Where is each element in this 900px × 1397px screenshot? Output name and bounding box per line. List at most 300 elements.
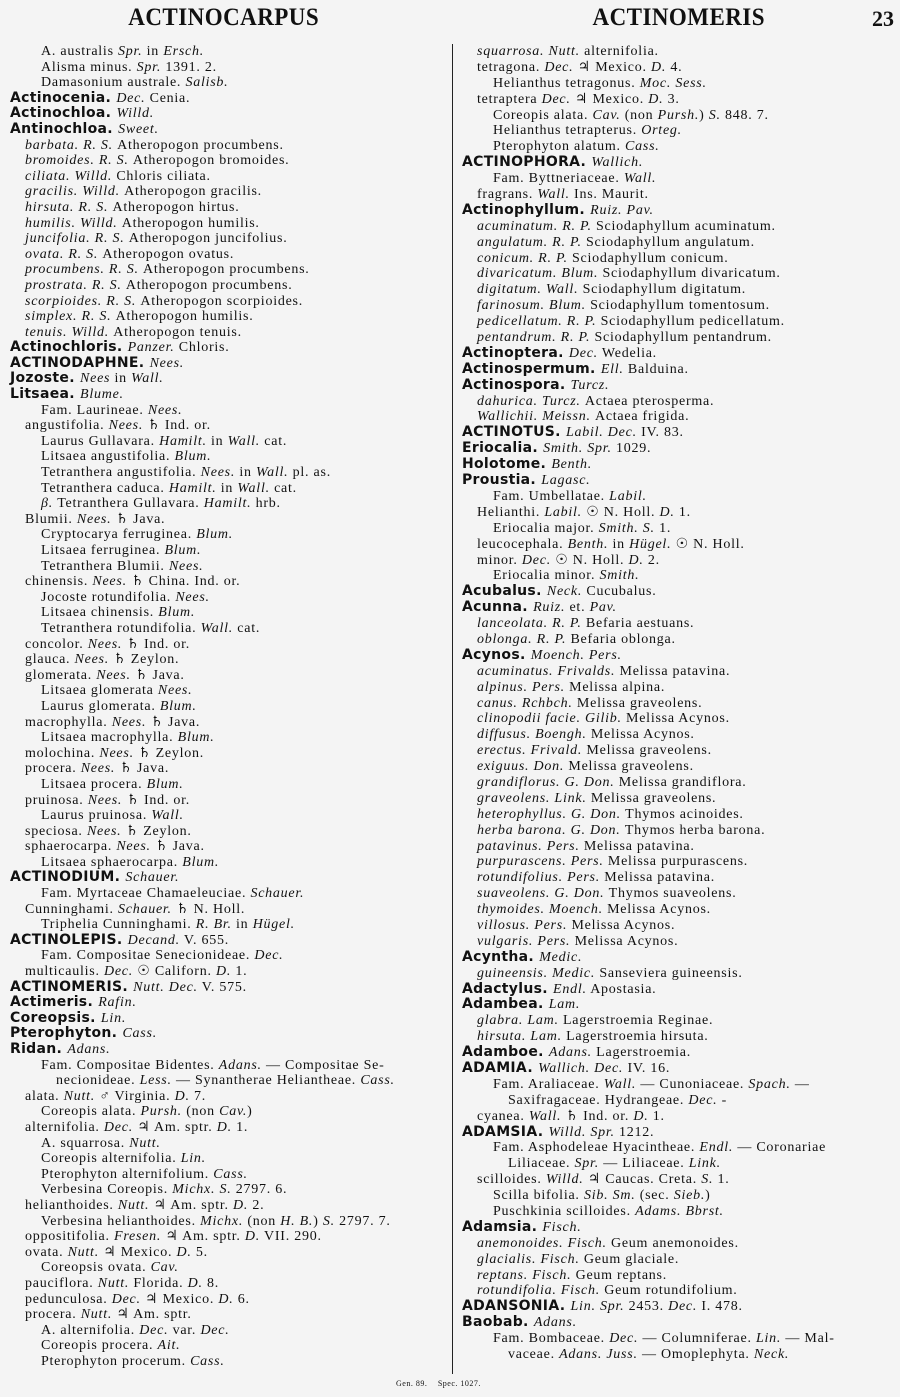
italic-text: Schauer. bbox=[117, 901, 172, 917]
genus-entry bbox=[462, 982, 892, 998]
entry-text: Sciodaphyllum acuminatum. bbox=[596, 218, 776, 234]
italic-text: Wall. bbox=[623, 171, 657, 187]
synonym-entry bbox=[10, 75, 450, 91]
entry-text: Blumii. bbox=[25, 511, 77, 527]
entry-text: Actaea pterosperma. bbox=[584, 393, 715, 409]
italic-text: Nees. bbox=[92, 574, 127, 590]
genus-entry bbox=[10, 1011, 450, 1027]
italic-text: Rafin. bbox=[98, 995, 137, 1011]
italic-text: Blum. bbox=[146, 776, 184, 792]
entry-text: Atheropogon tenuis. bbox=[113, 324, 242, 340]
synonym-entry bbox=[10, 434, 450, 450]
entry-text: Atheropogon procumbens. bbox=[117, 137, 284, 153]
italic-text: S. bbox=[322, 1213, 335, 1229]
entry-text: 1029. bbox=[611, 441, 652, 457]
entry-text: in bbox=[216, 480, 238, 496]
entry-text: ♃ Am. sptr. bbox=[161, 1229, 245, 1245]
species-entry bbox=[462, 680, 892, 696]
italic-text: Spach. bbox=[748, 1076, 791, 1092]
entry-text: Litsaea ferruginea. bbox=[41, 543, 165, 558]
entry-text: Fam. Compositae Senecionideae. bbox=[41, 948, 255, 964]
entry-text: Helianthus tetragonus. bbox=[493, 75, 640, 91]
italic-text: Ruiz. bbox=[533, 600, 566, 616]
entry-text: Litsaea sphaerocarpa. bbox=[41, 854, 183, 870]
entry-text: necionideae. bbox=[56, 1073, 140, 1089]
entry-text: Atheropogon humilis. bbox=[115, 309, 254, 325]
italic-text: Nees. bbox=[74, 652, 109, 668]
genus-entry bbox=[10, 933, 450, 949]
entry-text: ♄ Ind. or. bbox=[143, 418, 211, 434]
entry-text: ♄ Zeylon. bbox=[109, 652, 180, 668]
italic-text: pedicellatum. R. P. bbox=[477, 314, 601, 330]
entry-text: ovata. bbox=[25, 1244, 68, 1260]
italic-text: bromoides. R. S. bbox=[25, 153, 133, 169]
genus-name: Ridan. bbox=[10, 1041, 68, 1057]
italic-text: Dec. bbox=[521, 552, 551, 568]
italic-text: Nees. bbox=[108, 418, 144, 434]
italic-text: Nees. bbox=[175, 589, 210, 605]
species-entry bbox=[462, 854, 892, 870]
entry-text: Atheropogon bromoides. bbox=[132, 153, 290, 169]
entry-text: macrophylla. bbox=[25, 714, 112, 730]
italic-text: Blum. bbox=[196, 527, 234, 543]
entry-text: ♃ Caucas. Creta. bbox=[583, 1172, 702, 1188]
synonym-entry bbox=[462, 1077, 892, 1093]
entry-text: A. alternifolia. bbox=[41, 1322, 140, 1338]
italic-text: Nutt. bbox=[129, 1135, 161, 1151]
entry-text: Thymos acinoides. bbox=[625, 806, 744, 822]
entry-text: (non bbox=[181, 1104, 220, 1120]
entry-text: 5. bbox=[191, 1244, 208, 1260]
synonym-entry bbox=[462, 1140, 892, 1156]
italic-text: Dec. bbox=[609, 1331, 639, 1347]
species-entry bbox=[462, 696, 892, 712]
species-entry bbox=[10, 839, 450, 855]
entry-text: ♄ Ind. or. bbox=[561, 1108, 634, 1124]
entry-text: helianthoides. bbox=[25, 1197, 118, 1213]
synonym-entry bbox=[10, 808, 450, 824]
entry-text: hrb. bbox=[251, 496, 281, 512]
italic-text: heterophyllus. G. Don. bbox=[477, 806, 626, 822]
entry-text: pauciflora. bbox=[25, 1275, 98, 1291]
genus-name: Actinospora. bbox=[462, 376, 571, 393]
italic-text: Schauer. bbox=[125, 870, 180, 886]
italic-text: D. bbox=[216, 1119, 232, 1135]
entry-text: ♄ Java. bbox=[146, 714, 201, 730]
entry-text: Balduina. bbox=[623, 361, 689, 377]
synonym-entry bbox=[10, 855, 450, 871]
entry-text: Lagerstroemia Reginae. bbox=[562, 1013, 714, 1029]
species-entry bbox=[462, 537, 892, 553]
entry-text: Damasonium australe. bbox=[41, 75, 186, 91]
italic-text: Labil. bbox=[544, 504, 582, 520]
italic-text: angulatum. R. P. bbox=[477, 234, 586, 250]
italic-text: erectus. Frivald. bbox=[477, 743, 587, 759]
entry-text: pruinosa. bbox=[25, 792, 88, 808]
italic-text: Nees. bbox=[111, 714, 147, 730]
italic-text: juncifolia. R. S. bbox=[25, 231, 129, 247]
footer-gen: Gen. 89. bbox=[396, 1379, 428, 1388]
entry-text: ♃ Am. sptr. bbox=[112, 1307, 192, 1323]
italic-text: oblonga. R. P. bbox=[477, 631, 571, 647]
synonym-entry bbox=[10, 496, 450, 512]
entry-text: ) bbox=[247, 1104, 253, 1120]
entry-text: 1. bbox=[713, 1172, 730, 1188]
italic-text: Panzer. bbox=[127, 340, 175, 356]
synonym-entry bbox=[10, 590, 450, 606]
entry-text: ♄ Zeylon. bbox=[121, 823, 192, 839]
species-entry bbox=[10, 200, 450, 216]
italic-text: Cass. bbox=[360, 1073, 395, 1089]
genus-name: Acunna. bbox=[462, 599, 534, 616]
italic-text: Nutt. Dec. bbox=[133, 979, 198, 995]
synonym-entry bbox=[10, 1260, 450, 1276]
italic-text: Spr. bbox=[574, 1156, 599, 1172]
entry-text: 1. bbox=[231, 1119, 249, 1135]
species-entry bbox=[462, 664, 892, 680]
italic-text: dahurica. Turcz. bbox=[477, 393, 585, 409]
italic-text: Lin. bbox=[100, 1010, 127, 1026]
entry-text: Laurus pruinosa. bbox=[41, 808, 152, 824]
italic-text: Labil. bbox=[609, 488, 647, 504]
entry-text: Geum anemonoides. bbox=[610, 1235, 739, 1251]
entry-text: ♄ China. Ind. or. bbox=[126, 574, 241, 590]
entry-text: Puschkinia scilloides. bbox=[493, 1204, 636, 1220]
entry-text: Helianthus tetrapterus. bbox=[493, 123, 642, 139]
entry-text: V. 655. bbox=[179, 932, 229, 948]
genus-name: Antinochloa. bbox=[10, 120, 119, 137]
species-entry bbox=[462, 791, 892, 807]
species-entry bbox=[462, 1172, 892, 1188]
italic-text: Blum. bbox=[174, 449, 212, 465]
italic-text: Nees. bbox=[200, 465, 236, 481]
entry-text: Pterophyton alternifolium. bbox=[41, 1166, 214, 1182]
italic-text: Nutt. bbox=[117, 1197, 150, 1213]
synonym-entry bbox=[10, 1058, 450, 1074]
entry-text: Sciodaphyllum tomentosum. bbox=[590, 298, 770, 314]
genus-name: ADANSONIA. bbox=[462, 1298, 571, 1315]
synonym-entry bbox=[10, 60, 450, 76]
species-entry bbox=[462, 632, 892, 648]
entry-text: I. 478. bbox=[697, 1299, 743, 1315]
synonym-entry bbox=[10, 1182, 450, 1198]
italic-text: anemonoides. Fisch. bbox=[477, 1235, 611, 1251]
genus-entry bbox=[462, 997, 892, 1013]
italic-text: Medic. bbox=[539, 949, 583, 965]
italic-text: D. bbox=[176, 1244, 192, 1260]
genus-entry bbox=[10, 106, 450, 122]
synonym-entry bbox=[10, 543, 450, 559]
entry-text: Atheropogon humilis. bbox=[121, 215, 260, 231]
species-entry bbox=[462, 902, 892, 918]
italic-text: Dec. bbox=[111, 1291, 141, 1307]
entry-text: ♄ Java. bbox=[111, 511, 166, 527]
species-entry bbox=[462, 330, 892, 346]
entry-text: Scilla bifolia. bbox=[493, 1188, 584, 1204]
italic-text: Cass. bbox=[213, 1166, 248, 1182]
italic-text: R. Br. bbox=[195, 917, 232, 933]
species-entry bbox=[462, 219, 892, 235]
italic-text: Nees. bbox=[96, 667, 131, 683]
entry-text: Triphelia Cunninghami. bbox=[41, 917, 196, 933]
entry-text: 6. bbox=[233, 1291, 250, 1307]
species-entry bbox=[10, 153, 450, 169]
species-entry bbox=[10, 1245, 450, 1261]
entry-text: 1. bbox=[648, 1108, 665, 1124]
entry-text: 1. bbox=[674, 504, 691, 520]
genus-entry bbox=[462, 1220, 892, 1236]
entry-text: Fam. Laurineae. bbox=[41, 402, 148, 418]
species-entry bbox=[462, 823, 892, 839]
italic-text: Adans. bbox=[67, 1042, 111, 1057]
italic-text: Dec. bbox=[139, 1322, 169, 1338]
entry-text: concolor. bbox=[25, 636, 88, 652]
synonym-entry bbox=[462, 1156, 892, 1172]
italic-text: D. bbox=[233, 1197, 249, 1213]
species-entry bbox=[462, 251, 892, 267]
italic-text: Adams. Bbrst. bbox=[635, 1204, 724, 1220]
entry-text: 2. bbox=[643, 552, 660, 568]
entry-text: ♄ Ind. or. bbox=[122, 792, 191, 808]
species-entry bbox=[10, 824, 450, 840]
genus-name: Actinoptera. bbox=[462, 344, 569, 361]
italic-text: Michx. S. bbox=[172, 1182, 232, 1198]
entry-text: alata. bbox=[25, 1088, 64, 1104]
species-entry bbox=[462, 1109, 892, 1125]
genus-name: Litsaea. bbox=[10, 386, 81, 403]
entry-text: Cucubalus. bbox=[582, 584, 657, 600]
entry-text: 2797. 7. bbox=[334, 1213, 391, 1229]
entry-text: tetragona. bbox=[477, 59, 545, 75]
entry-text: Cunninghami. bbox=[25, 901, 118, 917]
italic-text: Blum. bbox=[159, 698, 197, 714]
entry-text: minor. bbox=[477, 552, 522, 568]
entry-text: ♃ Mexico. bbox=[573, 59, 651, 75]
entry-text: Litsaea macrophylla. bbox=[41, 730, 178, 746]
genus-entry bbox=[462, 584, 892, 600]
synonym-entry bbox=[10, 403, 450, 419]
synonym-entry bbox=[462, 1188, 892, 1204]
synonym-entry bbox=[10, 948, 450, 964]
entry-text: — bbox=[790, 1076, 810, 1092]
synonym-entry bbox=[10, 1323, 450, 1339]
species-entry bbox=[462, 44, 892, 60]
italic-text: Blum. bbox=[177, 730, 215, 746]
entry-text: Geum rotundifolium. bbox=[604, 1283, 738, 1299]
species-entry bbox=[10, 418, 450, 434]
genus-name: ACTINOMERIS. bbox=[10, 978, 134, 995]
genus-entry bbox=[10, 870, 450, 886]
genus-name: Actinophyllum. bbox=[462, 201, 591, 218]
synonym-entry bbox=[10, 683, 450, 699]
entry-text: Fam. Bombaceae. bbox=[493, 1331, 610, 1347]
entry-text: Pterophyton alatum. bbox=[493, 139, 626, 155]
italic-text: barbata. R. S. bbox=[25, 137, 118, 153]
synonym-entry bbox=[10, 1136, 450, 1152]
synonym-entry bbox=[462, 123, 892, 139]
entry-text: vaceae. bbox=[508, 1347, 560, 1363]
entry-text: multicaulis. bbox=[25, 964, 104, 980]
entry-text: Melissa graveolens. bbox=[590, 790, 717, 806]
italic-text: Moench. Pers. bbox=[530, 647, 622, 663]
entry-text: — Synantherae Heliantheae. bbox=[171, 1073, 361, 1089]
species-entry bbox=[10, 231, 450, 247]
italic-text: Blum. bbox=[164, 543, 202, 558]
italic-text: Hamilt. bbox=[168, 480, 217, 496]
italic-text: squarrosa. Nutt. bbox=[477, 44, 585, 59]
italic-text: Wall. bbox=[256, 465, 289, 481]
species-entry bbox=[462, 1029, 892, 1045]
entry-text: 2797. 6. bbox=[231, 1182, 288, 1198]
synonym-entry bbox=[10, 1151, 450, 1167]
entry-text: alternifolia. bbox=[25, 1119, 104, 1135]
entry-text: ♃ Mexico. bbox=[570, 91, 649, 107]
entry-text: Melissa Acynos. bbox=[571, 917, 676, 933]
genus-name: Baobab. bbox=[462, 1314, 534, 1331]
italic-text: herba barona. G. Don. bbox=[477, 822, 625, 838]
italic-text: divaricatum. Blum. bbox=[477, 266, 603, 282]
genus-entry bbox=[10, 122, 450, 138]
italic-text: Nees. bbox=[86, 823, 122, 839]
genus-entry bbox=[462, 362, 892, 378]
italic-text: Schauer. bbox=[250, 886, 305, 902]
italic-text: Cass. bbox=[190, 1353, 225, 1369]
genus-entry bbox=[462, 648, 892, 664]
italic-text: Lam. bbox=[548, 997, 581, 1013]
entry-text: in bbox=[142, 44, 164, 59]
genus-entry bbox=[10, 1042, 450, 1058]
entry-text: Melissa Acynos. bbox=[590, 727, 695, 743]
entry-text: Coreopis alata. bbox=[493, 107, 593, 123]
entry-text: Sciodaphyllum pedicellatum. bbox=[600, 314, 785, 330]
italic-text: reptans. Fisch. bbox=[477, 1267, 576, 1283]
genus-entry bbox=[462, 1045, 892, 1061]
italic-text: Fresen. bbox=[114, 1229, 162, 1245]
italic-text: Cav. bbox=[219, 1104, 248, 1120]
entry-text: Melissa Acynos. bbox=[626, 711, 730, 727]
entry-text: Fam. Compositae Bidentes. bbox=[41, 1057, 219, 1073]
species-entry bbox=[10, 278, 450, 294]
synonym-entry bbox=[462, 489, 892, 505]
synonym-entry bbox=[10, 465, 450, 481]
italic-text: alpinus. Pers. bbox=[477, 679, 570, 695]
entry-text: Litsaea glomerata bbox=[41, 683, 158, 699]
genus-entry bbox=[10, 387, 450, 403]
italic-text: Wallichii. Meissn. bbox=[477, 409, 595, 425]
italic-text: Lagasc. bbox=[541, 473, 591, 489]
italic-text: thymoides. Moench. bbox=[477, 902, 608, 918]
italic-text: rotundifolius. Pers. bbox=[477, 870, 605, 886]
entry-text: 8. bbox=[202, 1275, 219, 1291]
italic-text: Wall. bbox=[528, 1108, 562, 1124]
synonym-entry bbox=[10, 886, 450, 902]
entry-text: in bbox=[110, 371, 132, 387]
entry-text: Chloris. bbox=[174, 340, 230, 356]
genus-name: ACTINODIUM. bbox=[10, 869, 126, 886]
entry-text: 1212. bbox=[614, 1124, 655, 1140]
italic-text: Smith. Spr. bbox=[543, 441, 612, 457]
genus-entry bbox=[462, 1315, 892, 1331]
entry-text: Geum glaciale. bbox=[583, 1251, 680, 1267]
synonym-entry bbox=[462, 521, 892, 537]
entry-text: Sanseviera guineensis. bbox=[599, 965, 743, 981]
entry-text: Litsaea procera. bbox=[41, 776, 147, 792]
italic-text: patavinus. Pers. bbox=[477, 838, 584, 854]
genus-entry bbox=[462, 155, 892, 171]
entry-text: Tetranthera caduca. bbox=[41, 480, 169, 496]
italic-text: Willd. Spr. bbox=[548, 1124, 615, 1140]
italic-text: Dec. bbox=[103, 1119, 133, 1135]
species-entry bbox=[462, 966, 892, 982]
synonym-entry bbox=[10, 1104, 450, 1120]
species-entry bbox=[10, 746, 450, 762]
entry-text: scilloides. bbox=[477, 1172, 546, 1188]
genus-entry bbox=[462, 1125, 892, 1141]
entry-text: Helianthi. bbox=[477, 504, 545, 520]
species-entry bbox=[10, 1229, 450, 1245]
entry-text: Atheropogon gracilis. bbox=[124, 184, 262, 200]
species-entry bbox=[10, 1307, 450, 1323]
synonym-entry bbox=[10, 527, 450, 543]
entry-text: sphaerocarpa. bbox=[25, 839, 117, 855]
species-entry bbox=[462, 235, 892, 251]
synonym-entry bbox=[462, 139, 892, 155]
species-entry bbox=[462, 266, 892, 282]
synonym-entry bbox=[10, 1354, 450, 1370]
entry-text: ♄ Zeylon. bbox=[133, 745, 205, 761]
species-entry bbox=[462, 1268, 892, 1284]
synonym-entry bbox=[10, 1338, 450, 1354]
entry-text: Befaria aestuans. bbox=[585, 616, 695, 632]
species-entry bbox=[462, 1013, 892, 1029]
genus-entry bbox=[462, 346, 892, 362]
entry-text: ♃ Mexico. bbox=[98, 1244, 177, 1260]
italic-text: Dec. bbox=[116, 90, 146, 106]
entry-text: ☉ N. Holl. bbox=[581, 504, 660, 520]
species-entry bbox=[10, 325, 450, 341]
entry-text: ♂ Virginia. bbox=[95, 1088, 175, 1104]
italic-text: Blum. bbox=[158, 605, 196, 621]
italic-text: ciliata. Willd. bbox=[25, 168, 117, 184]
genus-name: Actimeris. bbox=[10, 994, 99, 1011]
entry-text: pl. as. bbox=[288, 465, 331, 481]
species-entry bbox=[462, 870, 892, 886]
italic-text: Ersch. bbox=[163, 44, 204, 59]
genus-name: ACTINOLEPIS. bbox=[10, 931, 128, 948]
italic-text: Decand. bbox=[127, 932, 180, 948]
italic-text: Neck. bbox=[546, 584, 583, 600]
italic-text: Cav. bbox=[150, 1260, 179, 1276]
italic-text: Nees. bbox=[76, 511, 112, 527]
synonym-entry bbox=[462, 1093, 892, 1109]
entry-text: Sciodaphyllum pentandrum. bbox=[594, 330, 772, 346]
italic-text: tenuis. Willd. bbox=[25, 324, 114, 340]
italic-text: Neck. bbox=[753, 1347, 790, 1363]
italic-text: H. B. bbox=[280, 1213, 314, 1229]
italic-text: Wall. bbox=[227, 433, 261, 449]
italic-text: Nees. bbox=[99, 745, 134, 761]
species-entry bbox=[462, 886, 892, 902]
synonym-entry bbox=[462, 171, 892, 187]
species-entry bbox=[462, 934, 892, 950]
italic-text: Nees. bbox=[168, 558, 204, 574]
entry-text: Melissa graveolens. bbox=[568, 759, 694, 775]
italic-text: Nees. bbox=[87, 636, 123, 652]
italic-text: Benth. bbox=[551, 457, 592, 473]
italic-text: pentandrum. R. P. bbox=[477, 330, 595, 346]
entry-text: Wedelia. bbox=[597, 345, 657, 361]
genus-entry bbox=[462, 473, 892, 489]
